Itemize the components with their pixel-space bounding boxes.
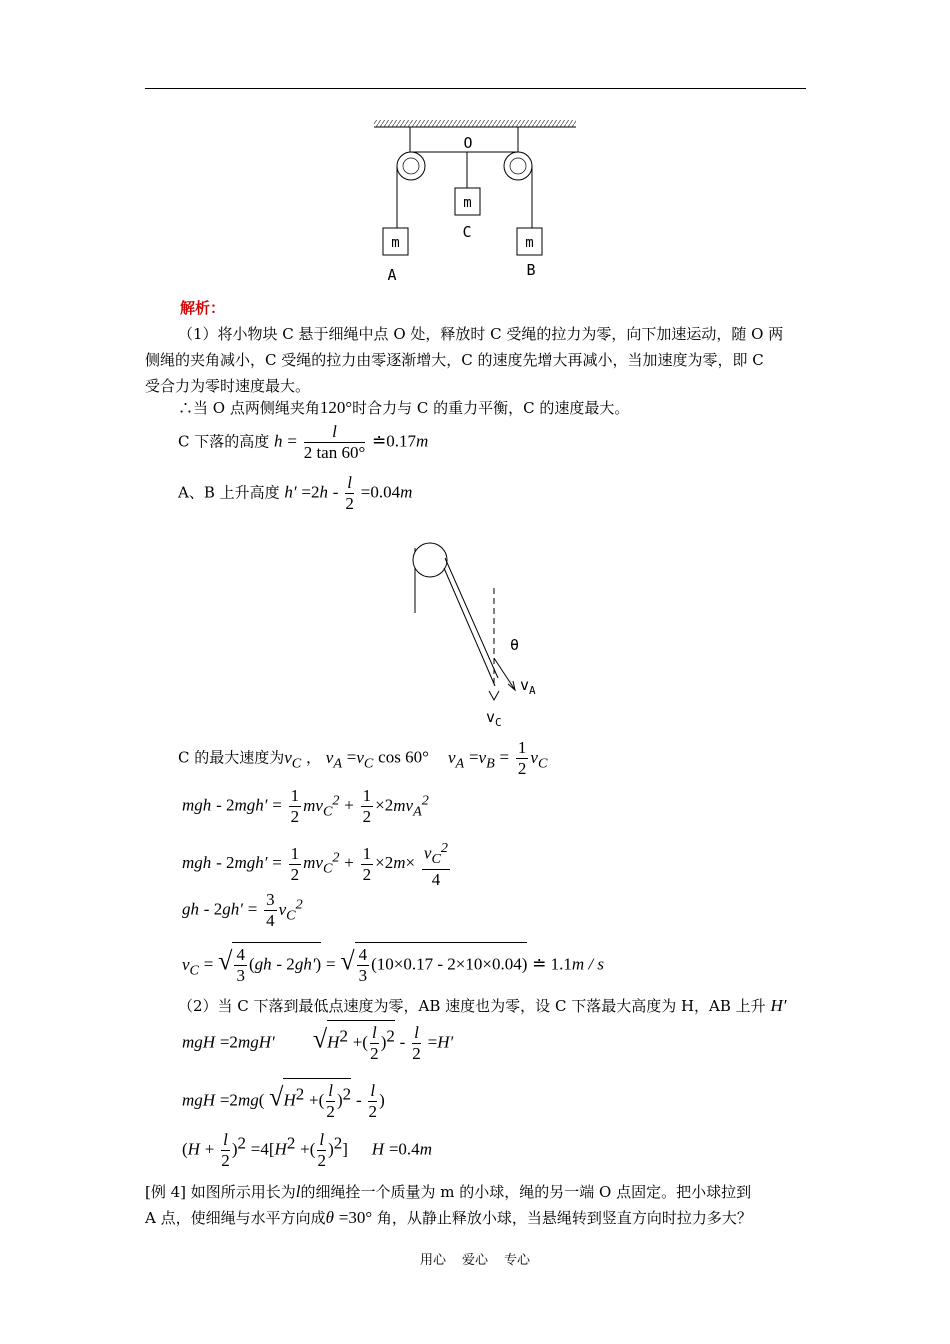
part2-eq3: (H + $\frac{l}{2}$ )$^2 =4[H^2$ +( $\frac{l}{2}$ )$^2$] H =0.4m [182, 1130, 432, 1170]
ceiling [374, 120, 576, 127]
analysis-title: 解析： [180, 299, 226, 317]
energy-eq2: mgh - 2mgh′ = $\frac{1}{2}$ $mv_C^2$ + $\frac{1}{2}$ ×2m× $\frac{v_C^2}{4}$ [182, 840, 448, 890]
label-o: O [463, 134, 473, 152]
example4-line2: A 点，使细绳与水平方向成θ =30° 角，从静止释放小球，当悬绳转到竖直方向时拉力多大？ [145, 1208, 752, 1227]
energy-eq3: gh - 2gh′ = $\frac{3}{4}$ $v_C^2$ [182, 890, 303, 930]
para1-line1: （1）将小物块 C 悬于细绳中点 O 处，释放时 C 受绳的拉力为零，向下加速运动，随 O 两 [178, 325, 784, 343]
therefore-line: ∴当 O 点两侧绳夹角120°时合力与 C 的重力平衡，C 的速度最大。 [178, 398, 630, 417]
part2-eq1: mgH =2mgH′ $√H^2$ +( $\frac{l}{2}$ )$^2$ - $\frac{l}{2}$ =H′ [182, 1020, 453, 1064]
footer: 用心 爱心 专心 [419, 1253, 531, 1268]
vc-label: $v_C$ [486, 708, 502, 729]
ab-rise-equation: A、B 上升高度 h′ =2h - $\frac{l}{2}$ =0.04m [178, 473, 413, 513]
part2-eq2: mgH =2mg( $√H^2$ +( $\frac{l}{2}$ )$^2$ - $\frac{l}{2}$ ) [182, 1078, 385, 1122]
pulley [413, 543, 447, 577]
part2-line: （2）当 C 下落到最低点速度为零，AB 速度也为零，设 C 下落最大高度为 H，AB 上升 H′ [178, 996, 787, 1015]
header-rule [145, 88, 806, 89]
theta-label: θ [510, 636, 520, 654]
svg-text:m: m [463, 195, 472, 211]
vmax-equation: C 的最大速度为$v_C$ ， $v_A =v_C$ cos 60° $v_A =v_B$ = $\frac{1}{2}$ $v_C$ [178, 738, 548, 778]
vc-result: $v_C$ = √ $\frac{4}{3}$ (gh - 2gh′) = √ $\frac{4}{3}$ (10×0.17 - 2×10×0.04) ≐ 1.1m / s [182, 942, 604, 986]
left-pulley [397, 152, 425, 180]
svg-text:m: m [391, 235, 400, 251]
c-drop-equation: C 下落的高度 h = $\frac{l}{2 \tan 60^\circ}$ ≐0.17m [178, 422, 429, 462]
energy-eq1: mgh - 2mgh′ = $\frac{1}{2}$ $mv_C^2$ + $\frac{1}{2}$ $\times 2mv_A^2$ [182, 786, 429, 826]
right-pulley [504, 152, 532, 180]
velocity-figure [400, 538, 560, 738]
svg-text:m: m [525, 235, 534, 251]
pulley-figure [370, 118, 580, 288]
para1-line2: 侧绳的夹角减小，C 受绳的拉力由零逐渐增大，C 的速度先增大再减小，当加速度为零，即 C [145, 351, 764, 369]
label-a: A [387, 266, 397, 284]
label-b: B [526, 261, 536, 279]
va-label: $v_A$ [520, 676, 536, 697]
label-c: C [462, 223, 472, 241]
example4-line1: [例 4] 如图所示用长为l的细绳拴一个质量为 m 的小球，绳的另一端 O 点固定。把小球拉到 [145, 1182, 752, 1201]
para1-line3: 受合力为零时速度最大。 [145, 377, 311, 395]
